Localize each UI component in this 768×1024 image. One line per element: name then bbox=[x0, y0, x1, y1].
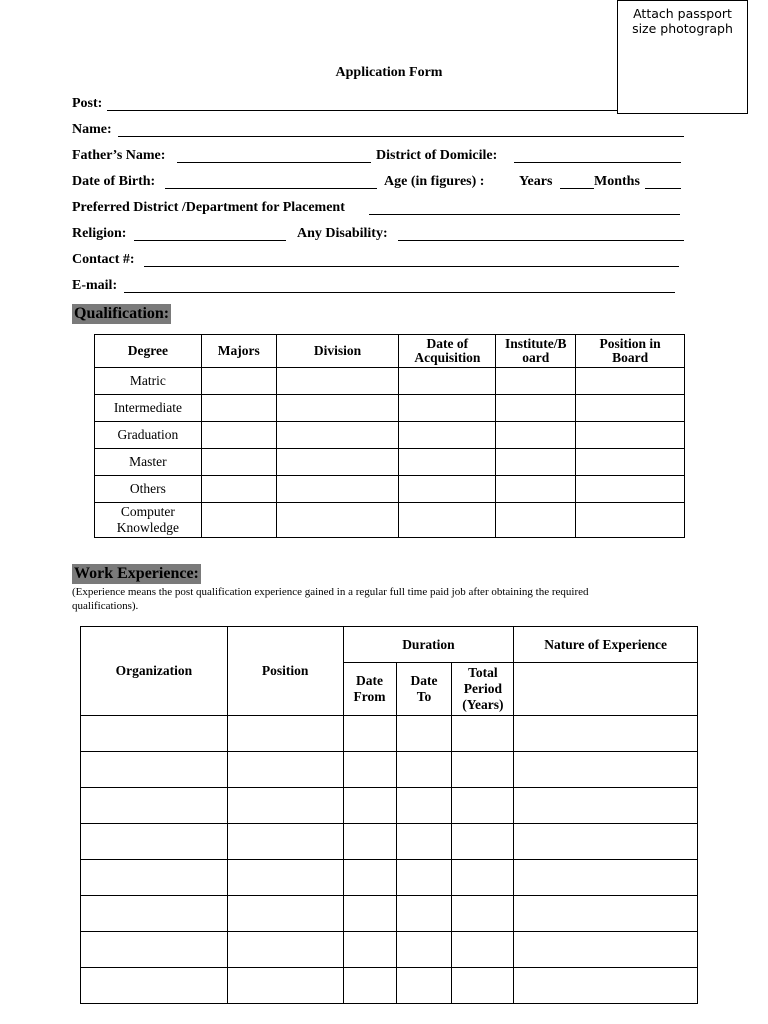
table-row bbox=[95, 476, 685, 503]
table-cell[interactable] bbox=[276, 503, 399, 538]
table-cell[interactable] bbox=[227, 860, 343, 896]
table-cell[interactable] bbox=[496, 449, 576, 476]
header-duration: Duration bbox=[343, 627, 514, 663]
religion-line[interactable] bbox=[134, 240, 286, 241]
work-note-line2: qualifications). bbox=[72, 600, 139, 612]
table-cell[interactable] bbox=[201, 395, 276, 422]
name-field[interactable] bbox=[72, 122, 684, 140]
table-cell[interactable] bbox=[396, 932, 452, 968]
header-to-line1: Date bbox=[410, 673, 438, 688]
table-cell[interactable] bbox=[399, 449, 496, 476]
table-cell[interactable] bbox=[343, 932, 396, 968]
header-degree: Degree bbox=[95, 335, 202, 368]
row-label-graduation: Graduation bbox=[95, 422, 202, 449]
preferred-district-line[interactable] bbox=[369, 214, 680, 215]
table-row bbox=[81, 968, 698, 1004]
father-name-label: Father’s Name: bbox=[72, 148, 166, 163]
disability-label: Any Disability: bbox=[297, 226, 388, 241]
work-note-line1: (Experience means the post qualification experience gained in a regular full time paid job after obtaining the required bbox=[72, 586, 589, 598]
disability-line[interactable] bbox=[398, 240, 684, 241]
months-line[interactable] bbox=[645, 188, 681, 189]
table-cell[interactable] bbox=[81, 896, 228, 932]
table-cell[interactable] bbox=[396, 716, 452, 752]
table-row bbox=[95, 395, 685, 422]
table-cell[interactable] bbox=[452, 752, 514, 788]
table-cell[interactable] bbox=[514, 824, 698, 860]
table-cell[interactable] bbox=[227, 896, 343, 932]
district-domicile-line[interactable] bbox=[514, 162, 681, 163]
work-experience-body bbox=[81, 716, 698, 1004]
contact-line[interactable] bbox=[144, 266, 679, 267]
table-cell[interactable] bbox=[514, 788, 698, 824]
preferred-district-label: Preferred District /Department for Placement bbox=[72, 200, 345, 215]
header-total-line3: (Years) bbox=[462, 697, 504, 712]
row-label-computer-line1: Computer bbox=[120, 504, 175, 519]
header-date-acquisition bbox=[399, 335, 496, 368]
table-cell[interactable] bbox=[399, 503, 496, 538]
table-cell[interactable] bbox=[343, 788, 396, 824]
table-row bbox=[81, 860, 698, 896]
contact-field[interactable] bbox=[72, 252, 684, 270]
email-label: E-mail: bbox=[72, 278, 118, 293]
header-inst-line2: oard bbox=[522, 350, 550, 365]
table-cell[interactable] bbox=[227, 968, 343, 1004]
table-row bbox=[81, 932, 698, 968]
photo-placeholder-box bbox=[617, 0, 748, 114]
table-cell[interactable] bbox=[452, 896, 514, 932]
qualification-heading: Qualification: bbox=[74, 305, 170, 322]
table-row bbox=[81, 716, 698, 752]
header-total-line2: Period bbox=[463, 681, 502, 696]
table-cell[interactable] bbox=[514, 860, 698, 896]
header-total-line1: Total bbox=[468, 665, 498, 680]
row-label-others: Others bbox=[95, 476, 202, 503]
header-date-to bbox=[396, 663, 452, 716]
header-date-line2: Acquisition bbox=[414, 350, 481, 365]
table-cell[interactable] bbox=[227, 752, 343, 788]
table-row bbox=[95, 422, 685, 449]
row-label-computer-knowledge bbox=[95, 503, 202, 538]
table-cell[interactable] bbox=[514, 716, 698, 752]
table-cell[interactable] bbox=[343, 860, 396, 896]
table-cell[interactable] bbox=[343, 716, 396, 752]
form-title: Application Form bbox=[335, 65, 443, 80]
table-cell[interactable] bbox=[396, 860, 452, 896]
table-cell[interactable] bbox=[452, 968, 514, 1004]
header-nature-blank bbox=[514, 663, 698, 716]
age-label: Age (in figures) : bbox=[384, 174, 485, 189]
header-from-line1: Date bbox=[356, 673, 384, 688]
table-cell[interactable] bbox=[496, 476, 576, 503]
post-field[interactable] bbox=[72, 96, 617, 114]
table-cell[interactable] bbox=[399, 368, 496, 395]
table-cell[interactable] bbox=[396, 968, 452, 1004]
father-name-line[interactable] bbox=[177, 162, 371, 163]
table-cell[interactable] bbox=[81, 716, 228, 752]
email-line[interactable] bbox=[124, 292, 675, 293]
table-cell[interactable] bbox=[227, 716, 343, 752]
dob-line[interactable] bbox=[165, 188, 377, 189]
table-cell[interactable] bbox=[81, 788, 228, 824]
table-cell[interactable] bbox=[343, 752, 396, 788]
preferred-district-field[interactable] bbox=[72, 200, 684, 218]
table-row bbox=[81, 896, 698, 932]
name-line[interactable] bbox=[118, 136, 684, 137]
religion-disability-row bbox=[72, 226, 684, 244]
table-cell[interactable] bbox=[399, 395, 496, 422]
table-cell[interactable] bbox=[514, 752, 698, 788]
table-cell[interactable] bbox=[496, 395, 576, 422]
table-cell[interactable] bbox=[343, 896, 396, 932]
table-cell[interactable] bbox=[81, 860, 228, 896]
row-label-computer-line2: Knowledge bbox=[116, 520, 180, 535]
table-cell[interactable] bbox=[576, 503, 685, 538]
table-cell[interactable] bbox=[227, 932, 343, 968]
table-row bbox=[81, 752, 698, 788]
qualification-table bbox=[94, 334, 685, 538]
months-label: Months bbox=[594, 174, 640, 189]
header-division: Division bbox=[276, 335, 399, 368]
table-cell[interactable] bbox=[81, 824, 228, 860]
header-pos-line1: Position in bbox=[599, 336, 661, 351]
father-district-row bbox=[72, 148, 684, 166]
photo-instruction-line1: Attach passport bbox=[633, 6, 732, 21]
table-row bbox=[95, 449, 685, 476]
table-cell[interactable] bbox=[452, 932, 514, 968]
work-experience-heading: Work Experience: bbox=[74, 565, 199, 582]
table-cell[interactable] bbox=[496, 422, 576, 449]
header-majors: Majors bbox=[201, 335, 276, 368]
table-cell[interactable] bbox=[576, 368, 685, 395]
table-row bbox=[95, 503, 685, 538]
table-cell[interactable] bbox=[576, 449, 685, 476]
table-cell[interactable] bbox=[576, 395, 685, 422]
years-line[interactable] bbox=[560, 188, 594, 189]
header-pos-line2: Board bbox=[612, 350, 649, 365]
email-field[interactable] bbox=[72, 278, 684, 296]
years-label: Years bbox=[519, 174, 553, 189]
post-line[interactable] bbox=[107, 110, 617, 111]
photo-instruction-line2: size photograph bbox=[632, 21, 733, 36]
table-cell[interactable] bbox=[396, 824, 452, 860]
table-row bbox=[81, 788, 698, 824]
table-cell[interactable] bbox=[276, 395, 399, 422]
work-header-row-1 bbox=[81, 627, 698, 663]
table-cell[interactable] bbox=[81, 932, 228, 968]
work-experience-note bbox=[72, 585, 702, 613]
work-experience-table bbox=[80, 626, 698, 1004]
table-cell[interactable] bbox=[399, 476, 496, 503]
table-cell[interactable] bbox=[396, 752, 452, 788]
table-cell[interactable] bbox=[452, 824, 514, 860]
table-cell[interactable] bbox=[514, 968, 698, 1004]
name-label: Name: bbox=[72, 122, 112, 137]
table-cell[interactable] bbox=[343, 968, 396, 1004]
dob-label: Date of Birth: bbox=[72, 174, 156, 189]
table-cell[interactable] bbox=[201, 476, 276, 503]
table-cell[interactable] bbox=[227, 824, 343, 860]
table-cell[interactable] bbox=[496, 503, 576, 538]
post-label: Post: bbox=[72, 96, 103, 111]
row-label-matric: Matric bbox=[95, 368, 202, 395]
table-cell[interactable] bbox=[396, 896, 452, 932]
dob-age-row bbox=[72, 174, 684, 192]
table-cell[interactable] bbox=[576, 422, 685, 449]
table-cell[interactable] bbox=[81, 968, 228, 1004]
table-row bbox=[95, 368, 685, 395]
table-cell[interactable] bbox=[343, 824, 396, 860]
header-from-line2: From bbox=[353, 689, 386, 704]
table-cell[interactable] bbox=[452, 788, 514, 824]
header-institute-board bbox=[496, 335, 576, 368]
table-cell[interactable] bbox=[514, 932, 698, 968]
table-cell[interactable] bbox=[201, 422, 276, 449]
table-cell[interactable] bbox=[496, 368, 576, 395]
table-cell[interactable] bbox=[452, 860, 514, 896]
row-label-intermediate: Intermediate bbox=[95, 395, 202, 422]
table-cell[interactable] bbox=[399, 422, 496, 449]
row-label-master: Master bbox=[95, 449, 202, 476]
table-cell[interactable] bbox=[276, 449, 399, 476]
table-cell[interactable] bbox=[227, 788, 343, 824]
table-cell[interactable] bbox=[276, 368, 399, 395]
table-cell[interactable] bbox=[201, 368, 276, 395]
header-to-line2: To bbox=[416, 689, 432, 704]
header-position-board bbox=[576, 335, 685, 368]
table-row bbox=[81, 824, 698, 860]
header-organization: Organization bbox=[81, 627, 228, 716]
table-cell[interactable] bbox=[276, 422, 399, 449]
district-domicile-label: District of Domicile: bbox=[376, 148, 498, 163]
table-cell[interactable] bbox=[276, 476, 399, 503]
table-cell[interactable] bbox=[81, 752, 228, 788]
table-cell[interactable] bbox=[576, 476, 685, 503]
religion-label: Religion: bbox=[72, 226, 127, 241]
table-cell[interactable] bbox=[514, 896, 698, 932]
header-total-period bbox=[452, 663, 514, 716]
contact-label: Contact #: bbox=[72, 252, 135, 267]
header-date-from bbox=[343, 663, 396, 716]
qualification-header-row bbox=[95, 335, 685, 368]
table-cell[interactable] bbox=[201, 503, 276, 538]
header-position: Position bbox=[227, 627, 343, 716]
header-inst-line1: Institute/B bbox=[504, 336, 567, 351]
table-cell[interactable] bbox=[396, 788, 452, 824]
header-date-line1: Date of bbox=[426, 336, 469, 351]
header-nature-experience: Nature of Experience bbox=[514, 627, 698, 663]
table-cell[interactable] bbox=[452, 716, 514, 752]
table-cell[interactable] bbox=[201, 449, 276, 476]
